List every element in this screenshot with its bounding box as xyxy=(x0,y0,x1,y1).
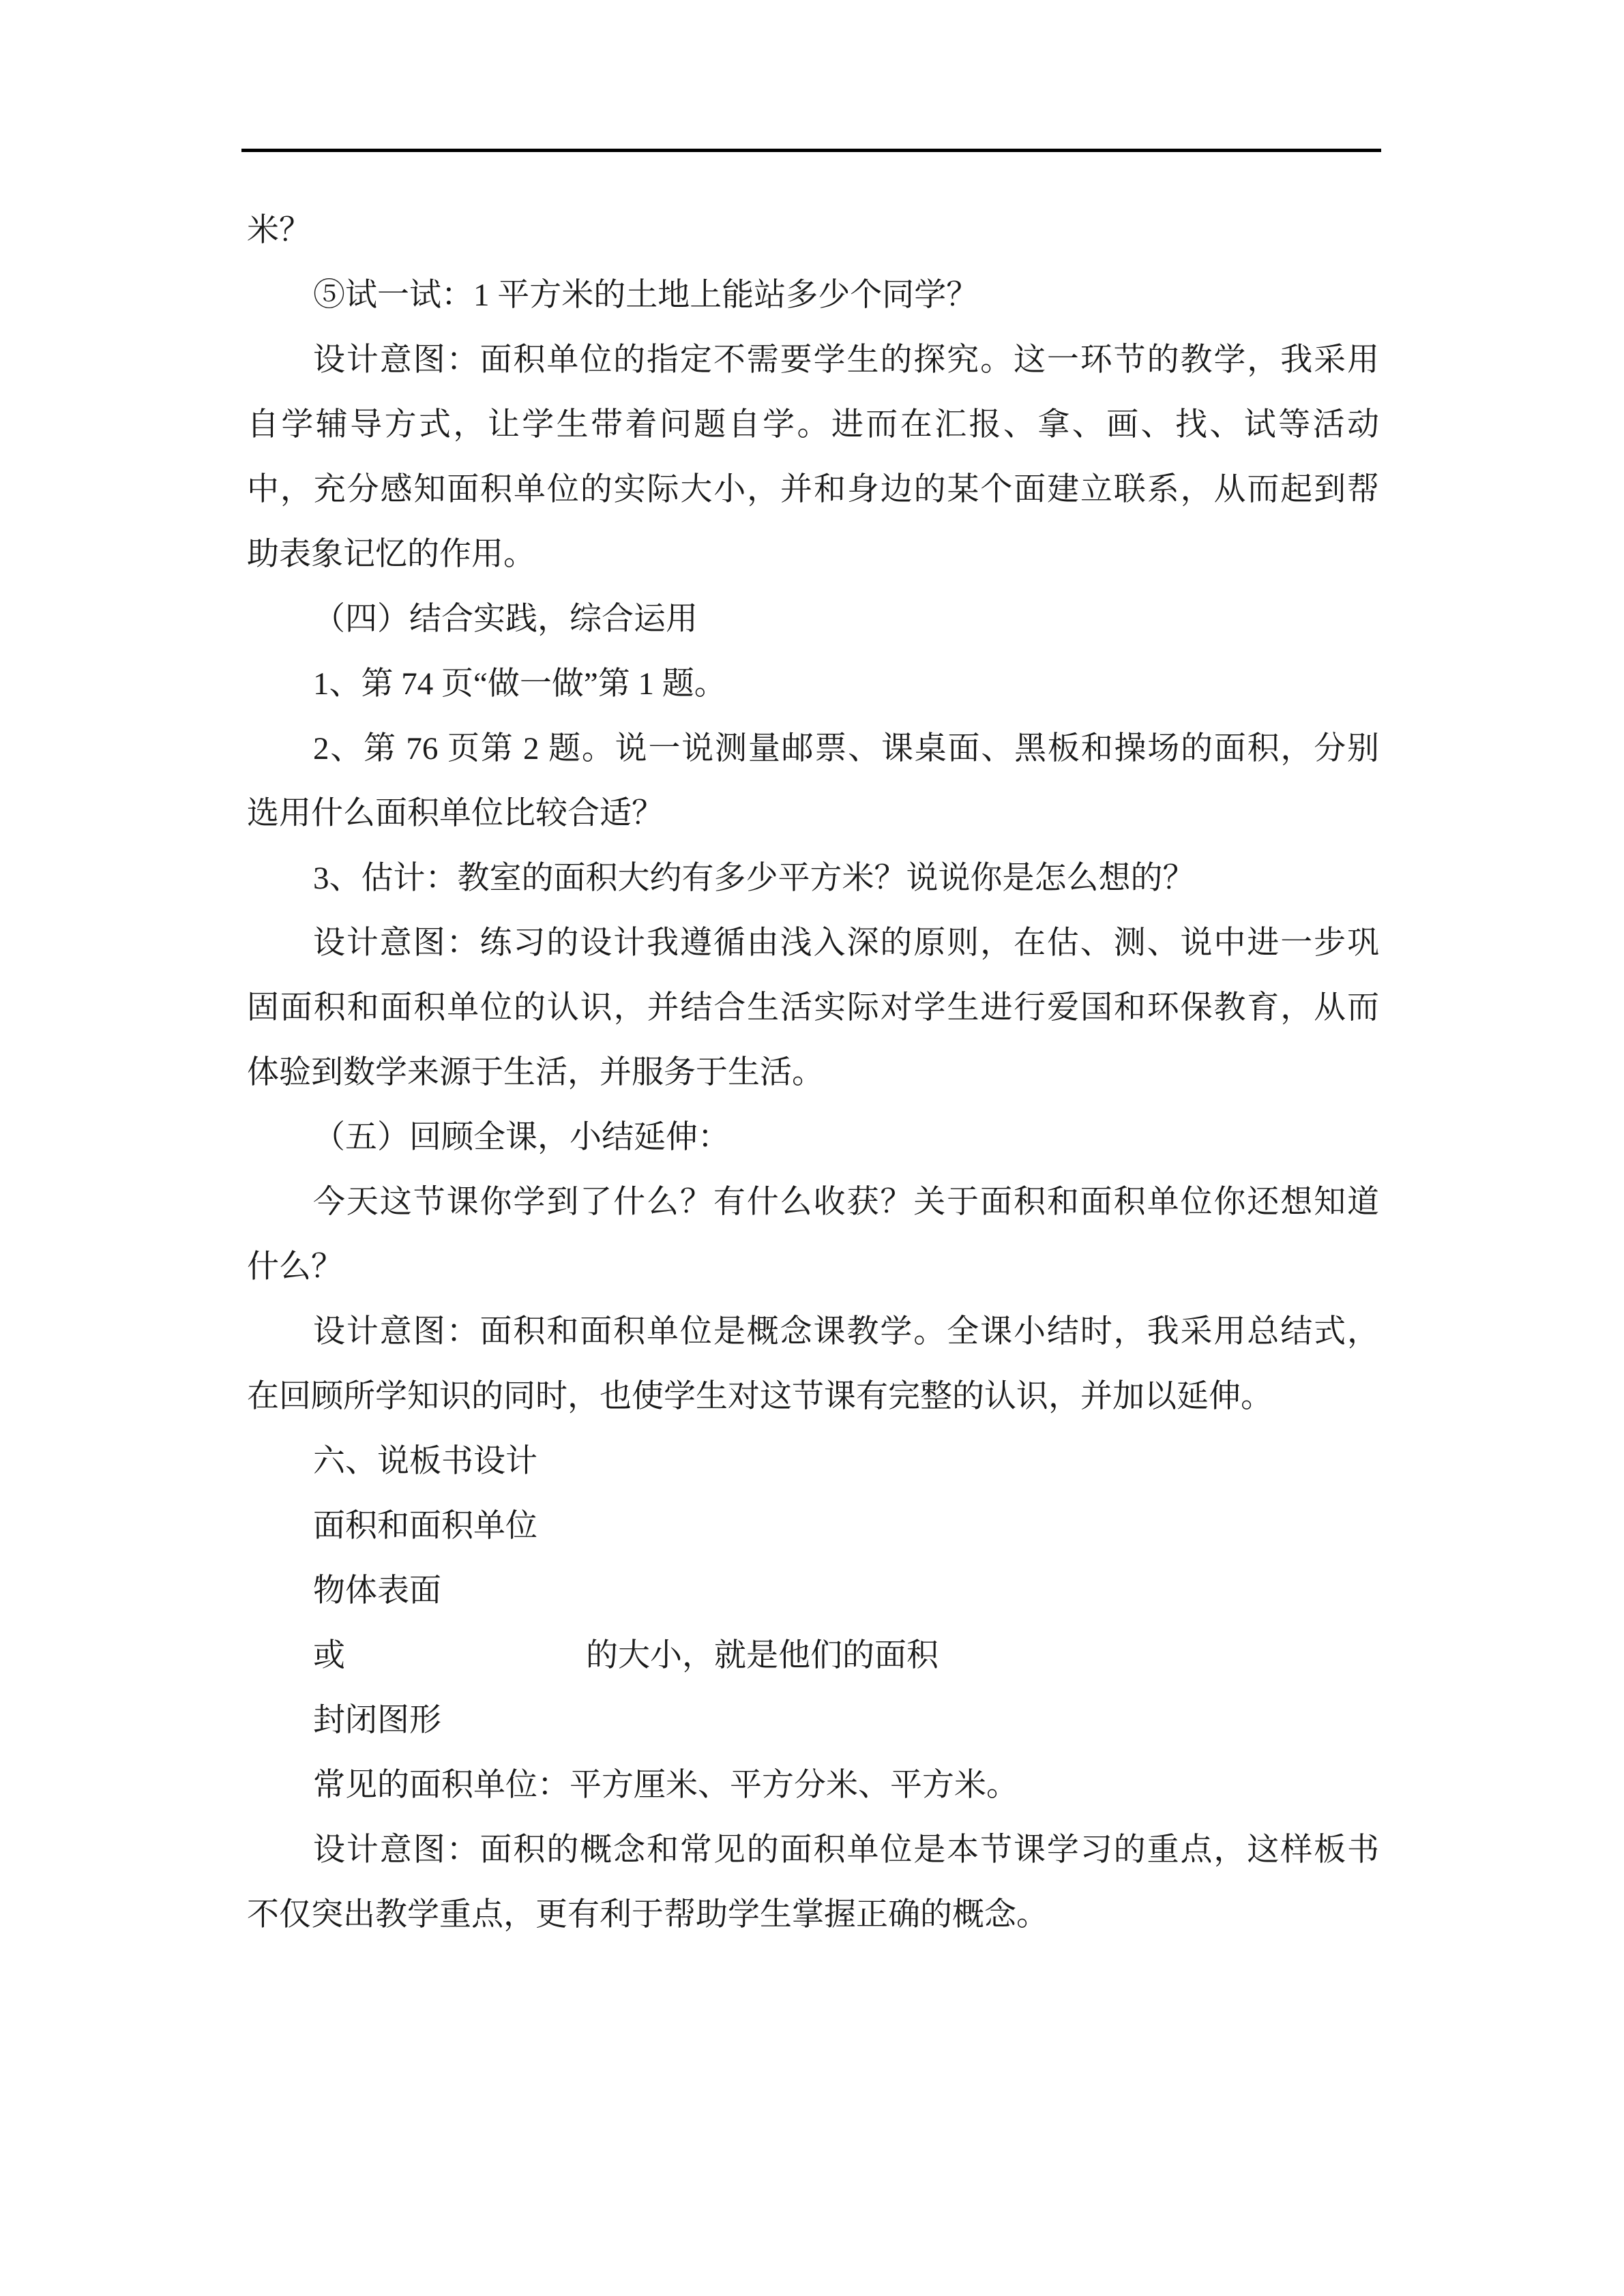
text-line: 物体表面 xyxy=(313,1573,441,1609)
text-line: 3、估计：教室的面积大约有多少平方米？说说你是怎么想的？ xyxy=(313,861,1195,896)
text-line: 固面积和面积单位的认识，并结合生活实际对学生进行爱国和环保教育，从而 xyxy=(247,990,1379,1026)
text-line: 在回顾所学知识的同时，也使学生对这节课有完整的认识，并加以延伸。 xyxy=(247,1379,1273,1414)
text-line: 1、第 74 页“做一做”第 1 题。 xyxy=(313,666,726,702)
text-line: 不仅突出教学重点，更有利于帮助学生掌握正确的概念。 xyxy=(247,1897,1048,1933)
text-line: 封闭图形 xyxy=(313,1703,441,1738)
text-line: 体验到数学来源于生活，并服务于生活。 xyxy=(247,1055,824,1090)
text-line: 六、说板书设计 xyxy=(313,1444,537,1479)
text-line: 今天这节课你学到了什么？有什么收获？关于面积和面积单位你还想知道 xyxy=(313,1184,1379,1220)
text-line: 设计意图：面积和面积单位是概念课教学。全课小结时，我采用总结式， xyxy=(313,1314,1379,1350)
text-line: 米？ xyxy=(247,213,311,248)
text-line: 选用什么面积单位比较合适？ xyxy=(247,796,664,831)
header-rule xyxy=(241,149,1381,152)
text-line: 设计意图：练习的设计我遵循由浅入深的原则，在估、测、说中进一步巩 xyxy=(313,925,1379,961)
text-line: 什么？ xyxy=(247,1249,343,1285)
text-line: 常见的面积单位：平方厘米、平方分米、平方米。 xyxy=(313,1768,1018,1803)
document-body xyxy=(247,198,1379,1948)
board-or-continuation: 的大小，就是他们的面积 xyxy=(586,1638,939,1673)
text-line: 2、第 76 页第 2 题。说一说测量邮票、课桌面、黑板和操场的面积，分别 xyxy=(313,731,1379,766)
text-line: 自学辅导方式，让学生带着问题自学。进而在汇报、拿、画、找、试等活动 xyxy=(247,407,1379,443)
text-line: 助表象记忆的作用。 xyxy=(247,537,535,572)
text-line: 设计意图：面积的概念和常见的面积单位是本节课学习的重点，这样板书 xyxy=(313,1832,1379,1868)
text-line: 面积和面积单位 xyxy=(313,1508,537,1544)
text-line: 设计意图：面积单位的指定不需要学生的探究。这一环节的教学，我采用 xyxy=(313,342,1379,378)
board-blank-gap xyxy=(345,1665,586,1666)
text-line: （四）结合实践，综合运用 xyxy=(313,601,698,637)
board-or-label: 或 xyxy=(313,1638,345,1673)
text-line: （五）回顾全课，小结延伸： xyxy=(313,1120,730,1155)
text-line-board-or xyxy=(247,1624,1379,1688)
text-line: 中，充分感知面积单位的实际大小，并和身边的某个面建立联系，从而起到帮 xyxy=(247,472,1379,507)
text-line: ⑤试一试：1 平方米的土地上能站多少个同学？ xyxy=(313,278,979,313)
